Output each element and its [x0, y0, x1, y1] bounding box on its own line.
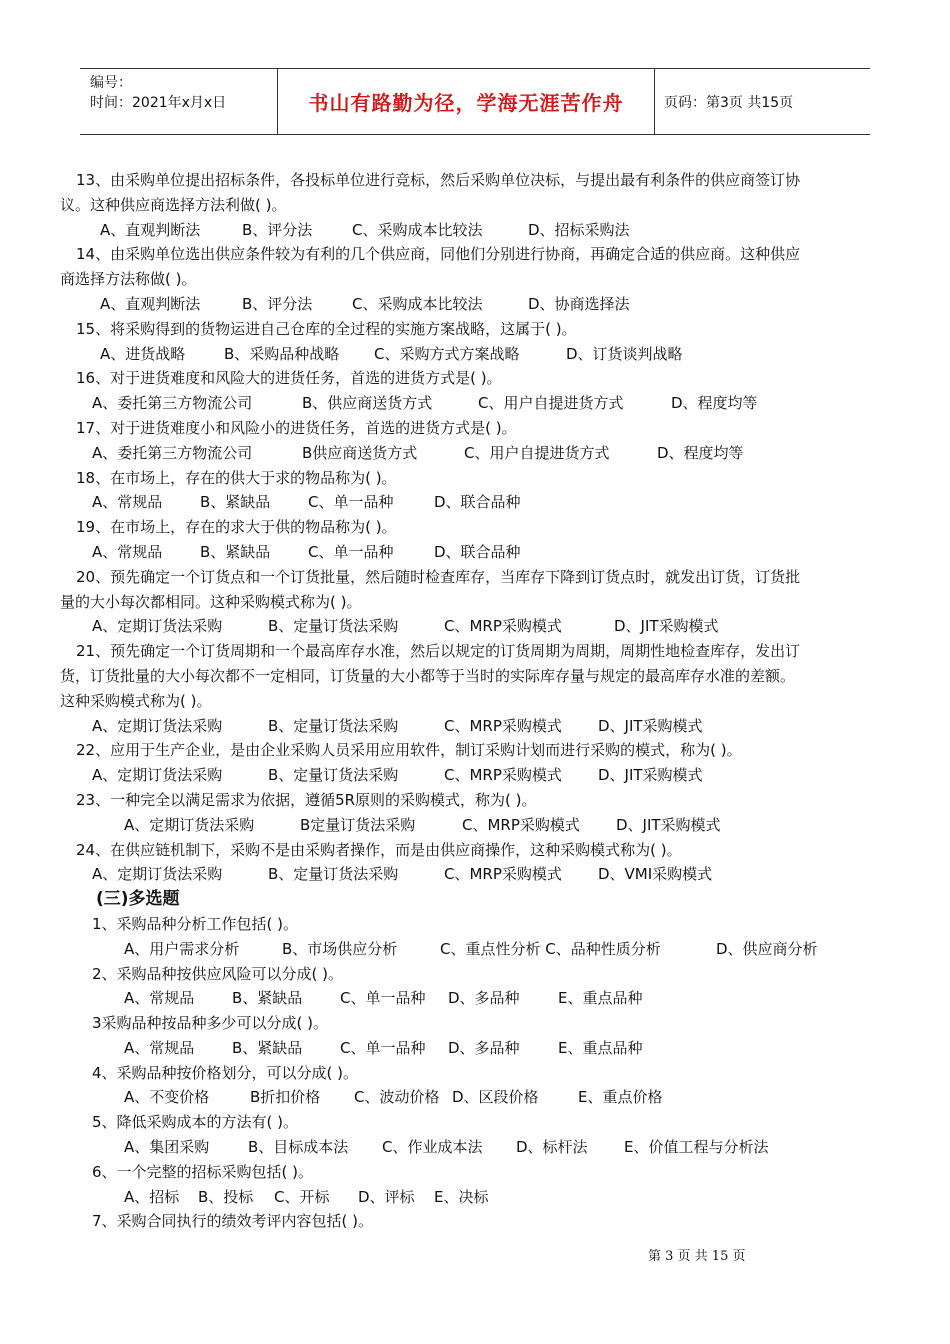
option: A、用户需求分析 [124, 939, 240, 958]
option: B、紧缺品 [200, 493, 271, 512]
question-text: 23、一种完全以满足需求为依据，遵循5R原则的采购模式，称为( )。 [76, 790, 537, 809]
option: E、决标 [434, 1187, 489, 1206]
option: B、紧缺品 [232, 1038, 303, 1057]
options-line [60, 1135, 890, 1160]
option: A、定期订货法采购 [124, 815, 255, 834]
question-text: 这种采购模式称为( )。 [60, 691, 212, 710]
options-line [60, 714, 890, 739]
option: B、定量订货法采购 [268, 766, 399, 785]
options-line [60, 391, 890, 416]
options-line [60, 862, 890, 887]
option: B供应商送货方式 [302, 443, 418, 462]
page-header [80, 68, 870, 135]
question-text: 6、一个完整的招标采购包括( )。 [92, 1162, 314, 1181]
question-text: 7、采购合同执行的绩效考评内容包括( )。 [92, 1212, 374, 1231]
options-line [60, 540, 890, 565]
option: B、供应商送货方式 [302, 394, 433, 413]
options-line [60, 441, 890, 466]
option: D、协商选择法 [528, 294, 630, 313]
options-line [60, 614, 890, 639]
option: A、定期订货法采购 [92, 865, 223, 884]
question-text: 3采购品种按品种多少可以分成( )。 [92, 1014, 329, 1033]
question-text: 14、由采购单位选出供应条件较为有利的几个供应商，同他们分别进行协商，再确定合适的供应商。这种供应 [76, 245, 801, 264]
options-line [60, 986, 890, 1011]
option: C、用户自提进货方式 [478, 394, 624, 413]
options-line [60, 1085, 890, 1110]
question-text: 13、由采购单位提出招标条件，各投标单位进行竞标，然后采购单位决标，与提出最有利条件的供应商签订协 [76, 171, 801, 189]
option: A、招标 [124, 1187, 180, 1206]
option: B、定量订货法采购 [268, 865, 399, 884]
question-text: 议。这种供应商选择方法利做( )。 [60, 195, 287, 214]
option: D、标杆法 [516, 1138, 588, 1157]
options-line [60, 292, 890, 317]
time-label: 时间：2021年x月x日 [90, 95, 227, 111]
header-page-info-cell [655, 69, 870, 134]
question-text: 21、预先确定一个订货周期和一个最高库存水准，然后以规定的订货周期为周期，周期性地检查库存，发出订 [76, 642, 801, 661]
option: E、重点价格 [578, 1088, 663, 1107]
option: C、单一品种 [340, 1038, 426, 1057]
options-line [60, 342, 890, 367]
option: E、重点品种 [558, 1038, 643, 1057]
question-text: 1、采购品种分析工作包括( )。 [92, 914, 299, 933]
option: A、进货战略 [100, 344, 186, 363]
option: D、区段价格 [452, 1088, 539, 1107]
option: B、定量订货法采购 [268, 617, 399, 636]
options-line [60, 490, 890, 515]
option: A、常规品 [92, 542, 163, 561]
option: B、市场供应分析 [282, 939, 398, 958]
option: C、开标 [274, 1187, 330, 1206]
question-text: 22、应用于生产企业，是由企业采购人员采用应用软件，制订采购计划而进行采购的模式，称为( )。 [76, 741, 742, 760]
option: B、采购品种战略 [224, 344, 340, 363]
option: C、单一品种 [308, 493, 394, 512]
option: B定量订货法采购 [300, 815, 416, 834]
option: E、重点品种 [558, 989, 643, 1008]
option: A、定期订货法采购 [92, 617, 223, 636]
option: D、JIT采购模式 [616, 815, 721, 834]
option: C、MRP采购模式 [444, 865, 562, 884]
option: A、常规品 [124, 989, 195, 1008]
option: B、定量订货法采购 [268, 716, 399, 735]
option: B、紧缺品 [200, 542, 271, 561]
option: B、紧缺品 [232, 989, 303, 1008]
option: A、定期订货法采购 [92, 766, 223, 785]
option: C、重点性分析 C、品种性质分析 [440, 939, 661, 958]
option: D、VMI采购模式 [598, 865, 713, 884]
option: C、采购成本比较法 [352, 220, 483, 239]
option: C、单一品种 [308, 542, 394, 561]
option: C、MRP采购模式 [462, 815, 580, 834]
option: B、投标 [198, 1187, 254, 1206]
option: D、多品种 [448, 1038, 520, 1057]
question-text: 16、对于进货难度和风险大的进货任务，首选的进货方式是( )。 [76, 369, 502, 388]
page-footer: 第 3 页 共 15 页 [648, 1249, 746, 1264]
option: A、常规品 [124, 1038, 195, 1057]
question-text: 24、在供应链机制下，采购不是由采购者操作，而是由供应商操作，这种采购模式称为( )。 [76, 840, 682, 859]
option: D、JIT采购模式 [614, 617, 719, 636]
option: D、JIT采购模式 [598, 766, 703, 785]
option: C、用户自提进货方式 [464, 443, 610, 462]
options-line [60, 1036, 890, 1061]
options-line [60, 218, 890, 243]
option: A、定期订货法采购 [92, 716, 223, 735]
option: B、目标成本法 [248, 1138, 349, 1157]
question-text: 量的大小每次都相同。这种采购模式称为( )。 [60, 592, 362, 611]
question-text: 18、在市场上，存在的供大于求的物品称为( )。 [76, 468, 397, 487]
question-text: 20、预先确定一个订货点和一个订货批量，然后随时检查库存，当库存下降到订货点时，就发出订货，订货批 [76, 567, 801, 586]
question-text: 4、采购品种按价格划分，可以分成( )。 [92, 1063, 359, 1082]
options-line [60, 813, 890, 838]
option: A、委托第三方物流公司 [92, 394, 253, 413]
option: A、不变价格 [124, 1088, 210, 1107]
section-heading: (三)多选题 [96, 889, 180, 910]
header-motto-cell [278, 69, 655, 134]
code-label: 编号： [90, 75, 132, 91]
option: A、委托第三方物流公司 [92, 443, 253, 462]
option: B、评分法 [242, 220, 313, 239]
page-info: 页码：第3页 共15页 [664, 94, 794, 111]
option: C、采购成本比较法 [352, 294, 483, 313]
option: C、MRP采购模式 [444, 766, 562, 785]
question-text: 5、降低采购成本的方法有( )。 [92, 1113, 299, 1132]
question-text: 商选择方法称做( )。 [60, 270, 197, 289]
option: D、程度均等 [657, 443, 744, 462]
motto: 书山有路勤为径，学海无涯苦作舟 [308, 91, 624, 115]
option: D、程度均等 [671, 394, 758, 413]
question-text: 2、采购品种按供应风险可以分成( )。 [92, 964, 344, 983]
document-body [60, 168, 890, 1234]
option: A、集团采购 [124, 1138, 210, 1157]
option: C、单一品种 [340, 989, 426, 1008]
option: D、联合品种 [434, 542, 521, 561]
header-meta [80, 69, 278, 134]
option: D、多品种 [448, 989, 520, 1008]
question-text: 15、将采购得到的货物运进自己仓库的全过程的实施方案战略，这属于( )。 [76, 319, 577, 338]
question-text: 19、在市场上，存在的求大于供的物品称为( )。 [76, 518, 397, 537]
option: B折扣价格 [250, 1088, 321, 1107]
option: E、价值工程与分析法 [624, 1138, 769, 1157]
options-line [60, 763, 890, 788]
option: C、采购方式方案战略 [374, 344, 520, 363]
question-text: 17、对于进货难度小和风险小的进货任务，首选的进货方式是( )。 [76, 418, 517, 437]
options-line [60, 1185, 890, 1210]
option: C、作业成本法 [382, 1138, 483, 1157]
option: D、供应商分析 [716, 939, 818, 958]
option: D、订货谈判战略 [566, 344, 683, 363]
option: D、联合品种 [434, 493, 521, 512]
option: C、波动价格 [354, 1088, 440, 1107]
option: D、JIT采购模式 [598, 716, 703, 735]
option: C、MRP采购模式 [444, 617, 562, 636]
question-text: 货，订货批量的大小每次都不一定相同，订货量的大小都等于当时的实际库存量与规定的最高库存水准的差额。 [60, 666, 796, 685]
option: A、直观判断法 [100, 220, 201, 239]
option: D、评标 [358, 1187, 415, 1206]
options-line [60, 937, 890, 962]
option: D、招标采购法 [528, 220, 630, 239]
option: A、常规品 [92, 493, 163, 512]
option: A、直观判断法 [100, 294, 201, 313]
option: B、评分法 [242, 294, 313, 313]
option: C、MRP采购模式 [444, 716, 562, 735]
